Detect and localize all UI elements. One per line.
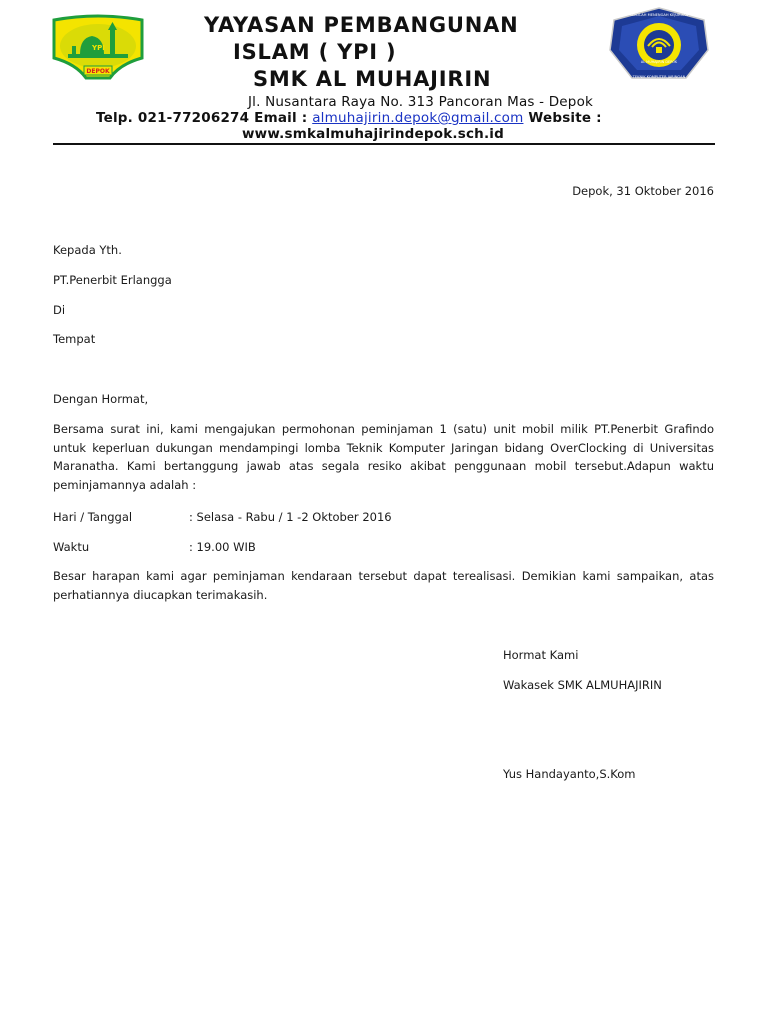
phone-number: Telp. 021-77206274 xyxy=(96,110,250,126)
school-name: SMK AL MUHAJIRIN xyxy=(253,67,492,91)
salutation-to: Kepada Yth. xyxy=(53,243,122,257)
closing-phrase: Hormat Kami xyxy=(503,648,579,662)
recipient-place: Tempat xyxy=(53,332,96,346)
recipient-di: Di xyxy=(53,303,66,317)
ypi-logo-badge: YPI xyxy=(92,44,105,52)
detail-value-date: : Selasa - Rabu / 1 -2 Oktober 2016 xyxy=(189,510,392,524)
smk-tkj-logo-top-text: SEKOLAH MENENGAH KEJURUAN xyxy=(629,13,689,17)
detail-label-time: Waktu xyxy=(53,540,90,554)
org-name-line1: YAYASAN PEMBANGUNAN xyxy=(204,13,519,37)
signatory-name: Yus Handayanto,S.Kom xyxy=(503,767,636,781)
greeting: Dengan Hormat, xyxy=(53,392,149,406)
contact-line xyxy=(96,110,602,126)
smk-tkj-logo-bottom-text: TEKNIK KOMPUTER JARINGAN xyxy=(632,75,686,79)
smk-tkj-logo-center-text: AL MUHAJIRIN DEPOK xyxy=(640,60,678,64)
detail-label-date: Hari / Tanggal xyxy=(53,510,133,524)
website-label: Website : xyxy=(528,110,602,126)
email-label: Email : xyxy=(254,110,308,126)
email-link[interactable]: almuhajirin.depok@gmail.com xyxy=(312,110,524,126)
closing-paragraph: Besar harapan kami agar peminjaman kendaraan tersebut dapat terealisasi. Demikian kami sampaikan, atas perhatiannya diucapkan terimakasih. xyxy=(53,569,714,602)
smk-tkj-logo xyxy=(606,6,712,84)
website-url: www.smkalmuhajirindepok.sch.id xyxy=(242,126,504,142)
letter-body-paragraph: Bersama surat ini, kami mengajukan permohonan peminjaman 1 (satu) unit mobil milik PT.Penerbit Grafindo untuk keperluan dukungan mendampingi lomba Teknik Komputer Jaringan bidang OverClocking di Universitas Maranatha. Kami bertanggung jawab atas segala resiko akibat penggunaan mobil tersebut.Adapun waktu peminjamannya adalah : xyxy=(53,422,714,492)
letterhead-divider xyxy=(53,143,715,145)
ypi-logo-text: DEPOK xyxy=(86,68,110,75)
ypi-logo xyxy=(50,14,146,82)
school-address: Jl. Nusantara Raya No. 313 Pancoran Mas - Depok xyxy=(248,94,594,110)
recipient-name: PT.Penerbit Erlangga xyxy=(53,273,172,287)
letter-date: Depok, 31 Oktober 2016 xyxy=(572,184,714,198)
detail-value-time: : 19.00 WIB xyxy=(189,540,256,554)
org-name-line2: ISLAM ( YPI ) xyxy=(233,40,397,64)
signatory-position: Wakasek SMK ALMUHAJIRIN xyxy=(503,678,662,692)
